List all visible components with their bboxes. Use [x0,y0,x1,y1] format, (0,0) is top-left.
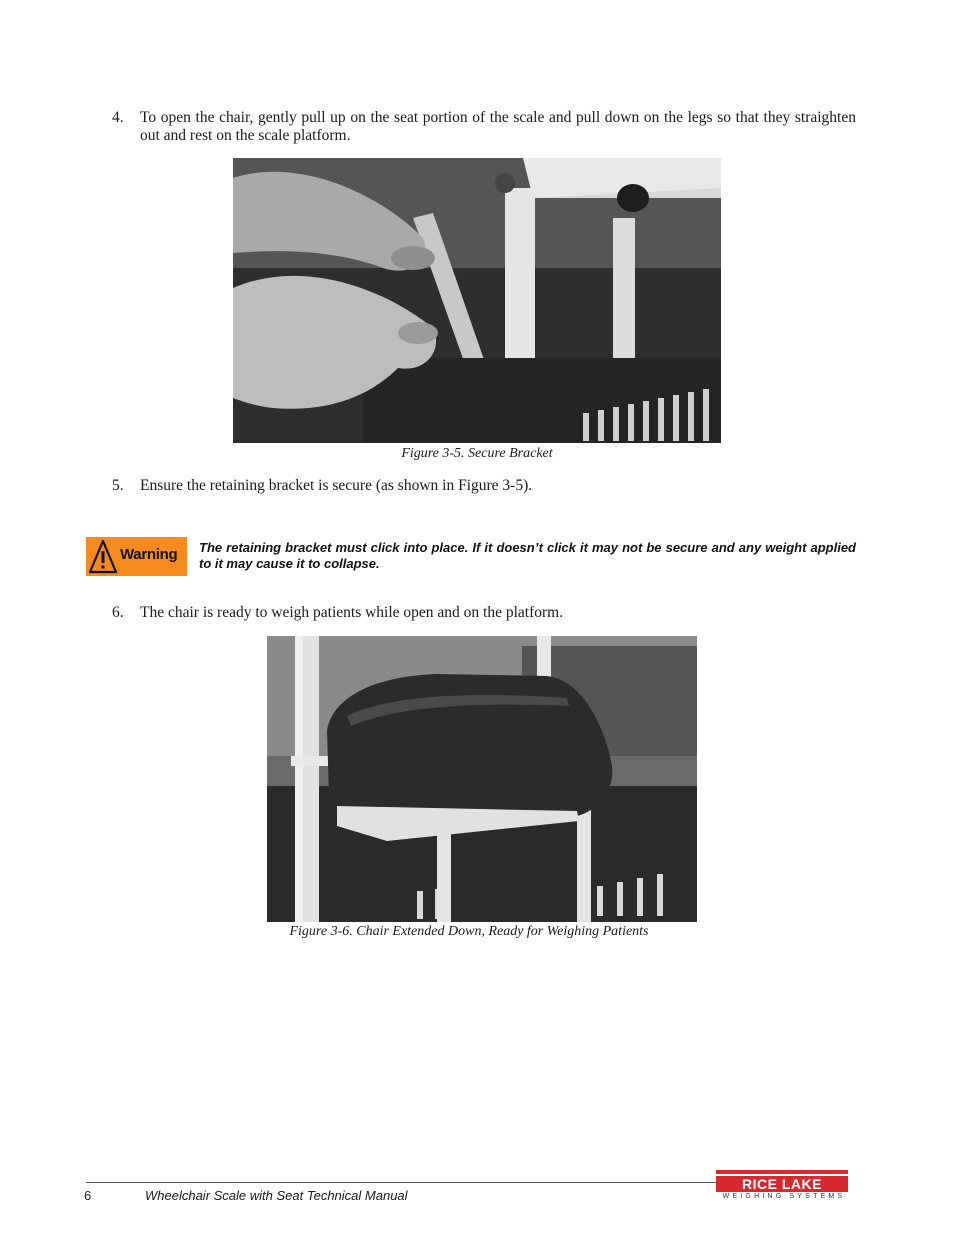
step-number: 6. [112,604,124,621]
page-number: 6 [84,1188,92,1203]
figure-caption: Figure 3-6. Chair Extended Down, Ready for Weighing Patients [289,924,649,939]
footer-rule [86,1182,716,1183]
warning-badge [86,537,187,576]
logo-subtitle: WEIGHING SYSTEMS [722,1193,846,1200]
step-5 [112,477,856,495]
step-text: Ensure the retaining bracket is secure (as shown in Figure 3-5). [140,477,533,494]
bracket-photo-illustration [233,158,721,443]
step-4 [112,109,856,145]
step-6 [112,604,856,622]
step-text: To open the chair, gently pull up on the seat portion of the scale and pull down on the legs so that they straighten out and rest on the scale platform. [140,109,856,144]
figure-chair-photo [267,636,697,922]
warning-triangle-icon [88,539,118,574]
step-text: The chair is ready to weigh patients while open and on the platform. [140,604,564,621]
chair-photo-illustration [267,636,697,922]
figure-secure-bracket-photo [233,158,721,443]
warning-text: The retaining bracket must click into place. If it doesn’t click it may not be secure and any weight applied to it may cause it to collapse. [199,540,856,571]
warning-label: Warning [120,546,178,563]
rice-lake-logo [716,1170,852,1204]
step-number: 5. [112,477,124,494]
logo-wordmark: RICE LAKE [742,1176,822,1192]
figure-caption: Figure 3-5. Secure Bracket [401,446,553,461]
document-title: Wheelchair Scale with Seat Technical Manual [145,1188,408,1203]
step-number: 4. [112,109,124,126]
